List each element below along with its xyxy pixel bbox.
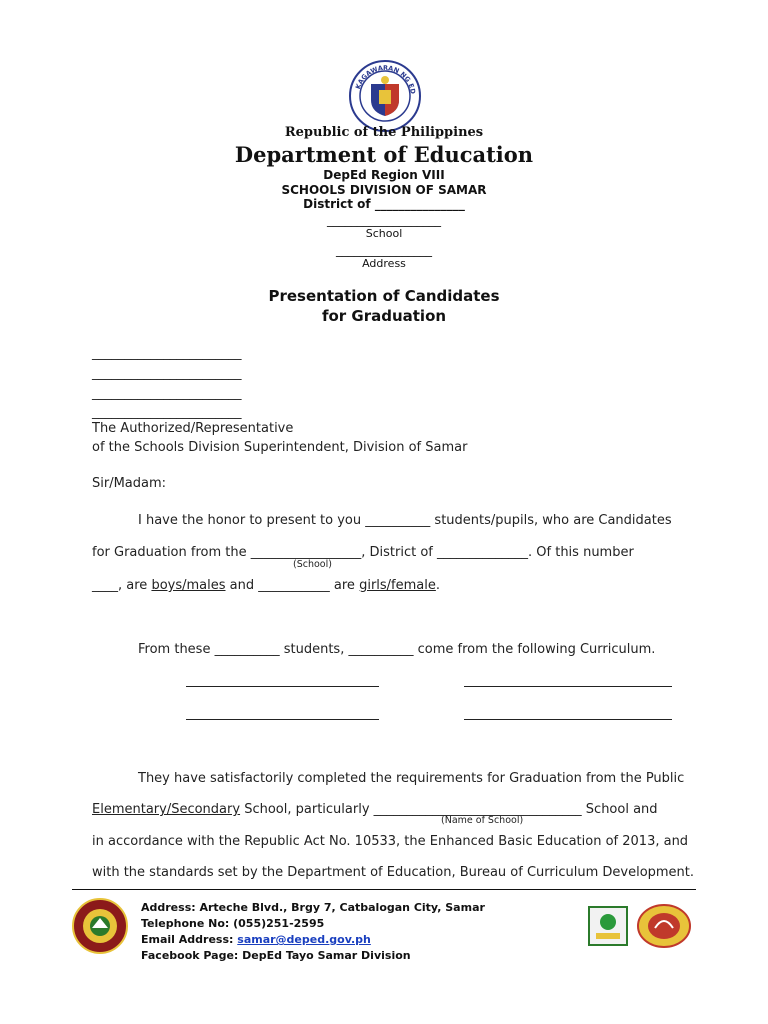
school-blank: ___________________ xyxy=(327,213,441,227)
para1-line1 xyxy=(138,513,672,528)
district-blank: ______________ xyxy=(437,545,529,560)
addressee-line: _______________________ xyxy=(92,386,242,401)
footer-email-row xyxy=(141,933,371,946)
address-blank: ________________ xyxy=(336,243,432,257)
division-line: SCHOOLS DIVISION OF SAMAR xyxy=(281,183,487,197)
curriculum-line xyxy=(464,686,672,687)
para2-text: come from the following Curriculum. xyxy=(417,642,656,657)
school-label: School xyxy=(365,227,403,240)
para1-text: . Of this number xyxy=(528,545,634,560)
deped-tayo-logo xyxy=(588,906,628,946)
para3-line1: They have satisfactorily completed the requirements for Graduation from the Public xyxy=(138,771,685,786)
division-seal-icon xyxy=(72,898,128,954)
deped-seal-icon xyxy=(349,60,421,132)
school-name-caption: (Name of School) xyxy=(441,815,524,826)
addressee-line: _______________________ xyxy=(92,366,242,381)
students-count-blank: __________ xyxy=(365,513,431,528)
school-name-blank: ________________________________ xyxy=(373,802,582,817)
para1-text: for Graduation from the xyxy=(92,545,247,560)
department-title: Department of Education xyxy=(234,142,534,167)
footer-facebook: Facebook Page: DepEd Tayo Samar Division xyxy=(141,949,411,962)
para3-line2 xyxy=(92,802,658,817)
para2-line xyxy=(138,642,655,657)
region-line: DepEd Region VIII xyxy=(323,168,445,182)
boys-count-blank: ____ xyxy=(92,578,118,593)
level-label: Elementary/Secondary xyxy=(92,802,241,817)
title-line-1: Presentation of Candidates xyxy=(268,287,500,305)
curriculum-line xyxy=(186,719,379,720)
para3-line4: with the standards set by the Department of Education, Bureau of Curriculum Development. xyxy=(92,865,695,880)
footer-address: Address: Arteche Blvd., Brgy 7, Catbalogan City, Samar xyxy=(141,901,485,914)
curriculum-line xyxy=(186,686,379,687)
addressee-line: _______________________ xyxy=(92,405,242,420)
para2-text: students, xyxy=(283,642,345,657)
email-label: Email Address: xyxy=(141,933,234,946)
salutation: Sir/Madam: xyxy=(92,476,167,491)
deped-seal xyxy=(349,60,421,132)
email-link[interactable]: samar@deped.gov.ph xyxy=(237,933,371,946)
addressee-line: _______________________ xyxy=(92,346,242,361)
para1-text: and xyxy=(229,578,255,593)
addressee-rep: The Authorized/Representative xyxy=(92,421,294,436)
address-label: Address xyxy=(362,257,406,270)
para3-text: School and xyxy=(585,802,658,817)
students-blank: __________ xyxy=(214,642,280,657)
curriculum-count-blank: __________ xyxy=(348,642,414,657)
school-caption: (School) xyxy=(293,559,332,570)
school-name-blank: _________________ xyxy=(250,545,362,560)
para1-text: , District of xyxy=(361,545,433,560)
para1-text: . xyxy=(435,578,441,593)
para3-text: School, particularly xyxy=(244,802,370,817)
para1-line3 xyxy=(92,578,440,593)
para1-text: are xyxy=(333,578,355,593)
republic-line: Republic of the Philippines xyxy=(284,125,484,140)
title-line-2: for Graduation xyxy=(321,307,447,325)
para1-line2 xyxy=(92,545,634,560)
footer-divider xyxy=(72,889,696,890)
curriculum-line xyxy=(464,719,672,720)
powers-icon xyxy=(637,904,691,948)
division-logo xyxy=(72,898,128,954)
addressee-of: of the Schools Division Superintendent, Division of Samar xyxy=(92,440,468,455)
girls-label: girls/female xyxy=(359,578,436,593)
district-line: District of _______________ xyxy=(303,197,465,211)
para1-text: , are xyxy=(118,578,148,593)
powers-logo xyxy=(637,904,691,948)
boys-label: boys/males xyxy=(151,578,226,593)
girls-count-blank: ___________ xyxy=(258,578,330,593)
para1-text: students/pupils, who are Candidates xyxy=(434,513,672,528)
para2-text: From these xyxy=(138,642,211,657)
svg-text:KAGAWARAN NG EDUKASYON: KAGAWARAN NG ED xyxy=(354,63,417,95)
footer-telephone: Telephone No: (055)251-2595 xyxy=(141,917,325,930)
para1-text: I have the honor to present to you xyxy=(138,513,362,528)
para3-line3: in accordance with the Republic Act No. 10533, the Enhanced Basic Education of 2013, and xyxy=(92,834,689,849)
deped-tayo-icon xyxy=(588,906,628,946)
